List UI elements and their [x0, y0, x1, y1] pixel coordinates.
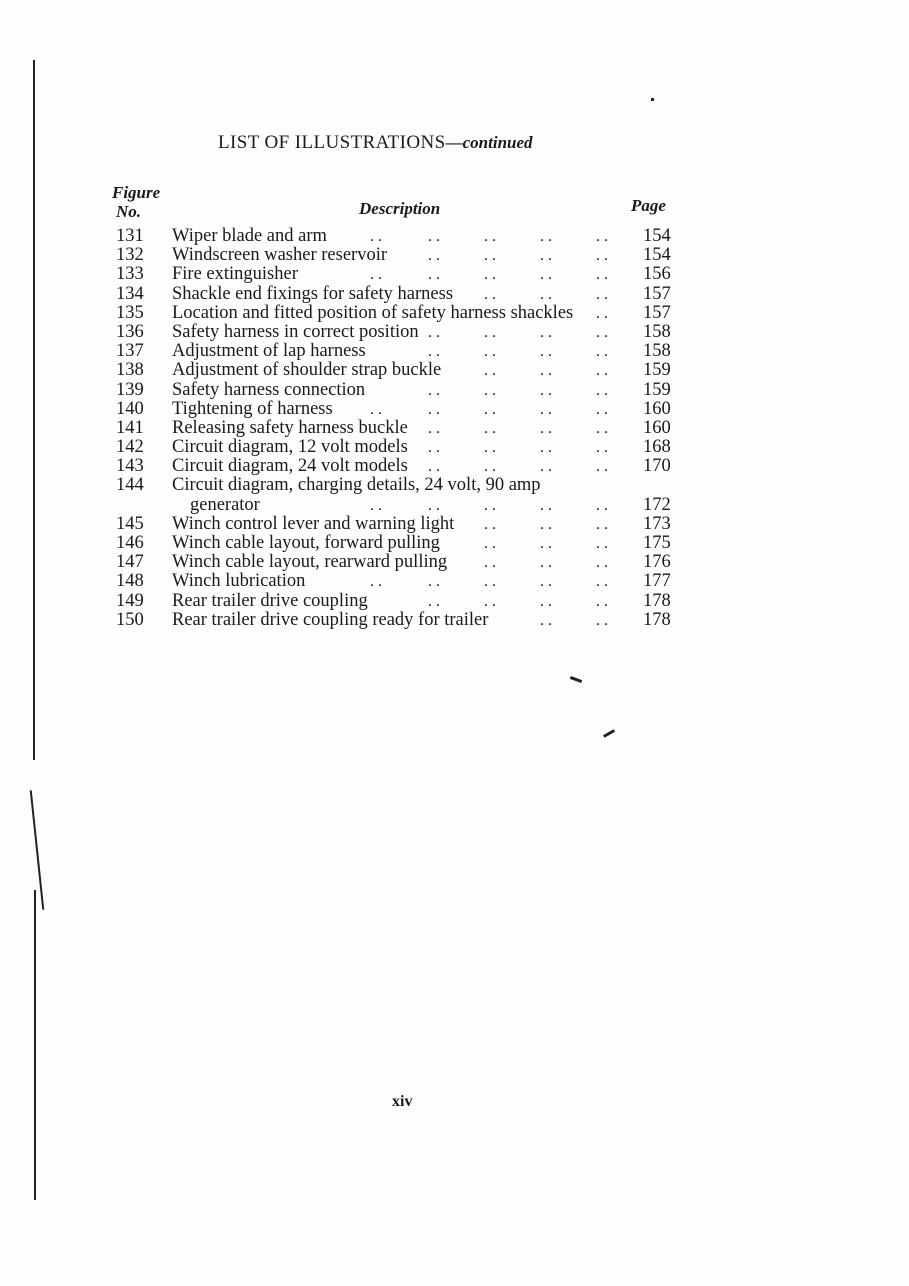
leader-dots: . .	[596, 515, 608, 533]
scan-edge-line	[34, 890, 36, 1200]
leader-dots: . .	[540, 323, 552, 341]
figure-page: 160	[643, 398, 671, 419]
page-number: xiv	[392, 1093, 413, 1110]
figure-description: Adjustment of shoulder strap buckle	[172, 360, 442, 381]
figure-description: Tightening of harness	[172, 398, 333, 419]
description-header: Description	[359, 199, 441, 218]
leader-dots: . .	[596, 400, 608, 418]
leader-dots: . .	[484, 266, 496, 284]
scan-dash	[603, 729, 615, 738]
list-item	[0, 361, 909, 380]
leader-dots: . .	[540, 247, 552, 265]
leader-dots: . .	[370, 573, 382, 591]
figure-header-line2: No.	[116, 202, 142, 221]
list-item	[0, 246, 909, 265]
figure-description: Windscreen washer reservoir	[172, 245, 387, 266]
figure-number: 145	[116, 513, 144, 534]
leader-dots: . .	[370, 400, 382, 418]
leader-dots: . .	[484, 515, 496, 533]
leader-dots: . .	[596, 266, 608, 284]
figure-page: 177	[643, 571, 671, 592]
figure-page: 168	[643, 437, 671, 458]
figure-page: 173	[643, 513, 671, 534]
figure-number: 136	[116, 321, 144, 342]
figure-description: Releasing safety harness buckle	[172, 417, 408, 438]
leader-dots: . .	[428, 592, 440, 610]
leader-dots: . .	[596, 496, 608, 514]
figure-number: 131	[116, 226, 144, 246]
list-item	[0, 227, 909, 246]
leader-dots: . .	[540, 343, 552, 361]
list-item	[0, 304, 909, 323]
leader-dots: . .	[596, 304, 608, 322]
figure-page: 178	[643, 609, 671, 630]
leader-dots: . .	[428, 458, 440, 476]
list-item	[0, 457, 909, 476]
figure-page: 154	[643, 245, 671, 266]
figure-page: 175	[643, 533, 671, 553]
figure-page: 160	[643, 417, 671, 438]
leader-dots: . .	[540, 535, 552, 552]
figure-number: 137	[116, 341, 144, 362]
leader-dots: . .	[428, 228, 440, 245]
leader-dots: . .	[428, 496, 440, 514]
figure-number: 150	[116, 609, 144, 630]
figure-number: 143	[116, 456, 144, 477]
leader-dots: . .	[596, 419, 608, 437]
figure-description: Wiper blade and arm	[172, 226, 327, 246]
figure-description: Circuit diagram, 12 volt models	[172, 437, 408, 458]
figure-description: Circuit diagram, charging details, 24 volt, 90 amp	[172, 475, 541, 496]
figure-number: 139	[116, 379, 144, 400]
leader-dots: . .	[484, 362, 496, 380]
page-header: Page	[631, 196, 666, 215]
list-item	[0, 515, 909, 534]
list-item	[0, 323, 909, 342]
leader-dots: . .	[370, 266, 382, 284]
leader-dots: . .	[540, 228, 552, 245]
leader-dots: . .	[540, 611, 552, 629]
leader-dots: . .	[596, 611, 608, 629]
leader-dots: . .	[596, 285, 608, 303]
figure-number: 138	[116, 360, 144, 381]
figure-page: 176	[643, 552, 671, 573]
leader-dots: . .	[540, 554, 552, 572]
scan-edge-line	[30, 790, 45, 910]
figure-description: Rear trailer drive coupling	[172, 590, 368, 611]
leader-dots: . .	[370, 228, 382, 245]
leader-dots: . .	[540, 496, 552, 514]
list-item	[0, 611, 909, 630]
figure-page: 159	[643, 360, 671, 381]
leader-dots: . .	[540, 458, 552, 476]
leader-dots: . .	[428, 247, 440, 265]
scan-dot	[651, 98, 654, 101]
leader-dots: . .	[540, 419, 552, 437]
figure-number: 135	[116, 302, 144, 323]
figure-page: 178	[643, 590, 671, 611]
leader-dots: . .	[540, 592, 552, 610]
scan-dash	[570, 676, 582, 683]
list-item	[0, 381, 909, 400]
leader-dots: . .	[428, 323, 440, 341]
leader-dots: . .	[540, 266, 552, 284]
figure-description: Adjustment of lap harness	[172, 341, 366, 362]
figure-number: 141	[116, 417, 144, 438]
figure-description: Shackle end fixings for safety harness	[172, 283, 454, 304]
leader-dots: . .	[484, 419, 496, 437]
leader-dots: . .	[596, 554, 608, 572]
figure-description: Circuit diagram, 24 volt models	[172, 456, 408, 477]
leader-dots: . .	[428, 266, 440, 284]
figure-description: Safety harness in correct position	[172, 321, 419, 342]
list-item	[0, 419, 909, 438]
leader-dots: . .	[596, 458, 608, 476]
leader-dots: . .	[596, 592, 608, 610]
leader-dots: . .	[484, 343, 496, 361]
list-item	[0, 265, 909, 284]
leader-dots: . .	[428, 439, 440, 457]
figure-number: 144	[116, 475, 144, 496]
figure-number: 132	[116, 245, 144, 266]
leader-dots: . .	[428, 343, 440, 361]
list-item	[0, 592, 909, 611]
illustrations-list	[0, 227, 909, 630]
leader-dots: . .	[484, 592, 496, 610]
figure-number: 146	[116, 533, 144, 553]
list-item	[0, 534, 909, 553]
figure-description: Location and fitted position of safety harness shackles	[172, 302, 574, 323]
leader-dots: . .	[484, 285, 496, 303]
leader-dots: . .	[540, 362, 552, 380]
leader-dots: . .	[596, 247, 608, 265]
figure-description: Winch cable layout, forward pulling	[172, 533, 440, 553]
leader-dots: . .	[596, 439, 608, 457]
leader-dots: . .	[596, 381, 608, 399]
figure-number: 133	[116, 264, 144, 285]
leader-dots: . .	[484, 400, 496, 418]
figure-number: 147	[116, 552, 144, 573]
figure-description: Fire extinguisher	[172, 264, 298, 285]
leader-dots: . .	[540, 381, 552, 399]
leader-dots: . .	[540, 400, 552, 418]
leader-dots: . .	[484, 439, 496, 457]
figure-description: Winch cable layout, rearward pulling	[172, 552, 448, 573]
figure-description: Winch lubrication	[172, 571, 306, 592]
list-item	[0, 342, 909, 361]
figure-description: Safety harness connection	[172, 379, 366, 400]
leader-dots: . .	[428, 400, 440, 418]
leader-dots: . .	[484, 323, 496, 341]
leader-dots: . .	[428, 381, 440, 399]
figure-page: 154	[643, 226, 671, 246]
list-item	[0, 496, 909, 515]
figure-number: 149	[116, 590, 144, 611]
figure-page: 172	[643, 494, 671, 515]
leader-dots: . .	[484, 554, 496, 572]
leader-dots: . .	[596, 228, 608, 245]
leader-dots: . .	[484, 458, 496, 476]
page-title	[218, 132, 533, 154]
list-item	[0, 476, 909, 495]
leader-dots: . .	[540, 573, 552, 591]
figure-number: 142	[116, 437, 144, 458]
figure-page: 157	[643, 302, 671, 323]
leader-dots: . .	[540, 515, 552, 533]
figure-page: 158	[643, 321, 671, 342]
figure-page: 157	[643, 283, 671, 304]
leader-dots: . .	[484, 228, 496, 245]
figure-description: Winch control lever and warning light	[172, 513, 455, 534]
leader-dots: . .	[484, 573, 496, 591]
figure-page: 158	[643, 341, 671, 362]
figure-number: 134	[116, 283, 144, 304]
list-item	[0, 400, 909, 419]
leader-dots: . .	[596, 573, 608, 591]
list-item	[0, 553, 909, 572]
figure-header-line1: Figure	[112, 183, 161, 202]
figure-description: generator	[190, 494, 260, 515]
leader-dots: . .	[484, 496, 496, 514]
leader-dots: . .	[596, 343, 608, 361]
list-item	[0, 572, 909, 591]
figure-number: 148	[116, 571, 144, 592]
leader-dots: . .	[484, 247, 496, 265]
title-main: LIST OF ILLUSTRATIONS	[218, 132, 446, 153]
figure-page: 156	[643, 264, 671, 285]
leader-dots: . .	[596, 535, 608, 552]
leader-dots: . .	[540, 285, 552, 303]
leader-dots: . .	[596, 362, 608, 380]
leader-dots: . .	[484, 381, 496, 399]
leader-dots: . .	[428, 573, 440, 591]
list-item	[0, 438, 909, 457]
leader-dots: . .	[370, 496, 382, 514]
leader-dots: . .	[540, 439, 552, 457]
figure-page: 159	[643, 379, 671, 400]
figure-page: 170	[643, 456, 671, 477]
figure-number: 140	[116, 398, 144, 419]
leader-dots: . .	[428, 419, 440, 437]
title-suffix: —continued	[445, 133, 533, 152]
leader-dots: . .	[596, 323, 608, 341]
figure-description: Rear trailer drive coupling ready for trailer	[172, 609, 489, 630]
list-item	[0, 285, 909, 304]
leader-dots: . .	[484, 535, 496, 552]
